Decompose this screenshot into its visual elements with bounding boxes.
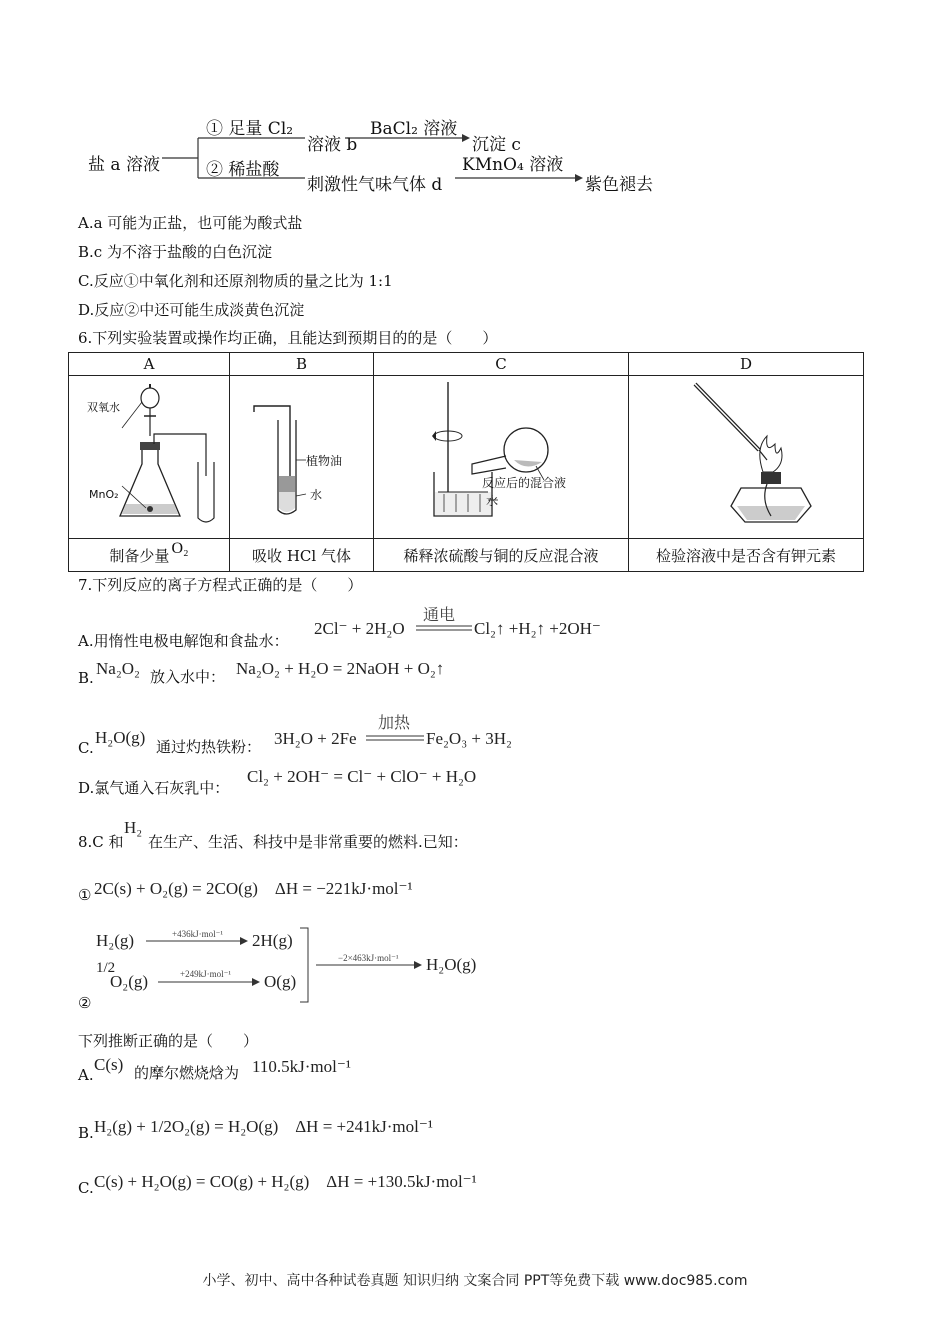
q5-option-b: B.c 为不溶于盐酸的白色沉淀: [78, 243, 272, 261]
q8-eq2-combine-arrow: [316, 960, 422, 970]
q8-eq2-line2-left: O₂(g): [110, 972, 149, 991]
q8-eq2-half: 1/2: [96, 960, 116, 976]
q6-caption-a-formula: O₂: [171, 539, 189, 557]
apparatus-b-diagram: [232, 376, 372, 534]
apparatus-a-h2o2-label: 双氧水: [87, 401, 120, 414]
apparatus-c-cell: [374, 376, 629, 539]
q7-option-c-formula: H₂O(g): [95, 728, 146, 747]
q7-option-c-eq-sign: [366, 734, 424, 742]
q7-option-b-eq: Na₂O₂ + H₂O = 2NaOH + O₂↑: [236, 659, 445, 678]
q7-option-c-eq-left: 3H₂O + 2Fe: [274, 729, 357, 748]
q8-option-a-prefix: A.: [78, 1066, 94, 1084]
q7-option-d-text: D.氯气通入石灰乳中：: [78, 779, 230, 797]
q8-eq1-num: ①: [78, 886, 92, 904]
flow-branch1-final: 沉淀 c: [472, 135, 521, 155]
q8-stem-post: 在生产、生活、科技中是非常重要的燃料.已知：: [148, 833, 468, 851]
q6-caption-c: 稀释浓硫酸与铜的反应混合液: [374, 539, 629, 572]
q7-option-d-eq: Cl₂ + 2OH⁻ = Cl⁻ + ClO⁻ + H₂O: [247, 767, 477, 786]
q8-eq2-bracket: [298, 926, 314, 1006]
apparatus-d-cell: [629, 376, 864, 539]
apparatus-c-diagram: [376, 376, 626, 534]
q5-option-d: D.反应②中还可能生成淡黄色沉淀: [78, 301, 305, 319]
q8-eq2-num: ②: [78, 994, 92, 1012]
q8-eq2-line1-right: 2H(g): [252, 931, 293, 950]
q8-eq2-line1-energy: +436kJ·mol⁻¹: [172, 929, 224, 939]
flow-branch2-product: 刺激性气味气体 d: [307, 175, 443, 195]
apparatus-b-water-label: 水: [310, 488, 323, 502]
q8-eq2-line1-left: H₂(g): [96, 931, 135, 950]
q7-option-a-text: A.用惰性电极电解饱和食盐水：: [78, 632, 289, 650]
q8-stem-pre: 8.C 和: [78, 833, 124, 851]
apparatus-a-mno2-label: MnO₂: [89, 488, 119, 501]
flow-branch1-reagent2: BaCl₂ 溶液: [370, 119, 458, 139]
q7-option-a-eq-cond: 通电: [423, 607, 456, 624]
flow-start: 盐 a 溶液: [88, 155, 160, 175]
flow-branch2-reagent: ② 稀盐酸: [206, 160, 280, 180]
q7-option-b-text: 放入水中：: [150, 668, 226, 686]
q8-eq2-line2-energy: +249kJ·mol⁻¹: [180, 969, 232, 979]
q8-option-a-text: 的摩尔燃烧焓为: [134, 1064, 240, 1082]
q6-header-b: B: [230, 353, 374, 376]
q8-eq2-line2-arrow: [158, 977, 260, 987]
q7-option-c-text: 通过灼热铁粉：: [156, 738, 262, 756]
q8-stem-formula: H₂: [124, 818, 143, 837]
q7-option-a-eq-left: 2Cl⁻ + 2H₂O: [314, 619, 405, 638]
q8-option-a-formula: C(s): [94, 1055, 124, 1074]
flow-branch2-final: 紫色褪去: [585, 175, 653, 195]
q8-option-b-prefix: B.: [78, 1124, 94, 1142]
q6-caption-a: 制备少量 O₂: [69, 539, 230, 572]
q7-option-c-eq-right: Fe₂O₃ + 3H₂: [426, 729, 512, 748]
q7-option-a-eq-sign: [416, 624, 472, 632]
apparatus-b-cell: [230, 376, 374, 539]
apparatus-c-mix-label: 反应后的混合液: [482, 476, 567, 490]
apparatus-d-diagram: [629, 376, 863, 534]
apparatus-a-cell: [69, 376, 230, 539]
q8-eq2-combine-energy: −2×463kJ·mol⁻¹: [338, 953, 399, 963]
q8-eq1: 2C(s) + O₂(g) = 2CO(g) ΔH = −221kJ·mol⁻¹: [94, 879, 413, 898]
q7-option-b-formula: Na₂O₂: [96, 659, 140, 678]
q7-option-c-eq-cond: 加热: [378, 715, 411, 732]
q6-header-d: D: [629, 353, 864, 376]
q8-option-b-eq: H₂(g) + 1/2O₂(g) = H₂O(g) ΔH = +241kJ·mol⁻¹: [94, 1117, 433, 1136]
q6-header-c: C: [374, 353, 629, 376]
q8-ask: 下列推断正确的是（ ）: [78, 1032, 259, 1050]
q8-option-a-value: 110.5kJ·mol⁻¹: [252, 1057, 351, 1076]
q6-table: [68, 352, 864, 572]
flow-branch1-reagent: ① 足量 Cl₂: [206, 119, 294, 139]
flow-branch2-reagent2: KMnO₄ 溶液: [462, 155, 564, 175]
q8-eq2-product: H₂O(g): [426, 955, 477, 974]
q6-caption-b: 吸收 HCl 气体: [230, 539, 374, 572]
apparatus-c-water-label: 水: [486, 494, 499, 508]
flow-branch1-product: 溶液 b: [307, 135, 358, 155]
q8-eq2-line1-arrow: [146, 936, 248, 946]
q7-option-c-prefix: C.: [78, 739, 94, 757]
q6-stem: 6.下列实验装置或操作均正确，且能达到预期目的的是（ ）: [78, 329, 498, 347]
q8-option-c-prefix: C.: [78, 1179, 94, 1197]
q5-option-a: A.a 可能为正盐，也可能为酸式盐: [78, 214, 303, 232]
q8-eq2-line2-right: O(g): [264, 972, 297, 991]
q8-option-c-eq: C(s) + H₂O(g) = CO(g) + H₂(g) ΔH = +130.5kJ·mol⁻¹: [94, 1172, 477, 1191]
apparatus-b-oil-label: 植物油: [306, 454, 343, 468]
q7-option-a-eq-right: Cl₂↑ +H₂↑ +2OH⁻: [474, 619, 601, 638]
q6-header-a: A: [69, 353, 230, 376]
q7-option-b-prefix: B.: [78, 669, 94, 687]
q5-option-c: C.反应①中氧化剂和还原剂物质的量之比为 1:1: [78, 272, 393, 290]
q7-stem: 7.下列反应的离子方程式正确的是（ ）: [78, 576, 363, 594]
page-footer: 小学、初中、高中各种试卷真题 知识归纳 文案合同 PPT等免费下载 www.doc985.com: [202, 1273, 748, 1289]
q6-caption-d: 检验溶液中是否含有钾元素: [629, 539, 864, 572]
